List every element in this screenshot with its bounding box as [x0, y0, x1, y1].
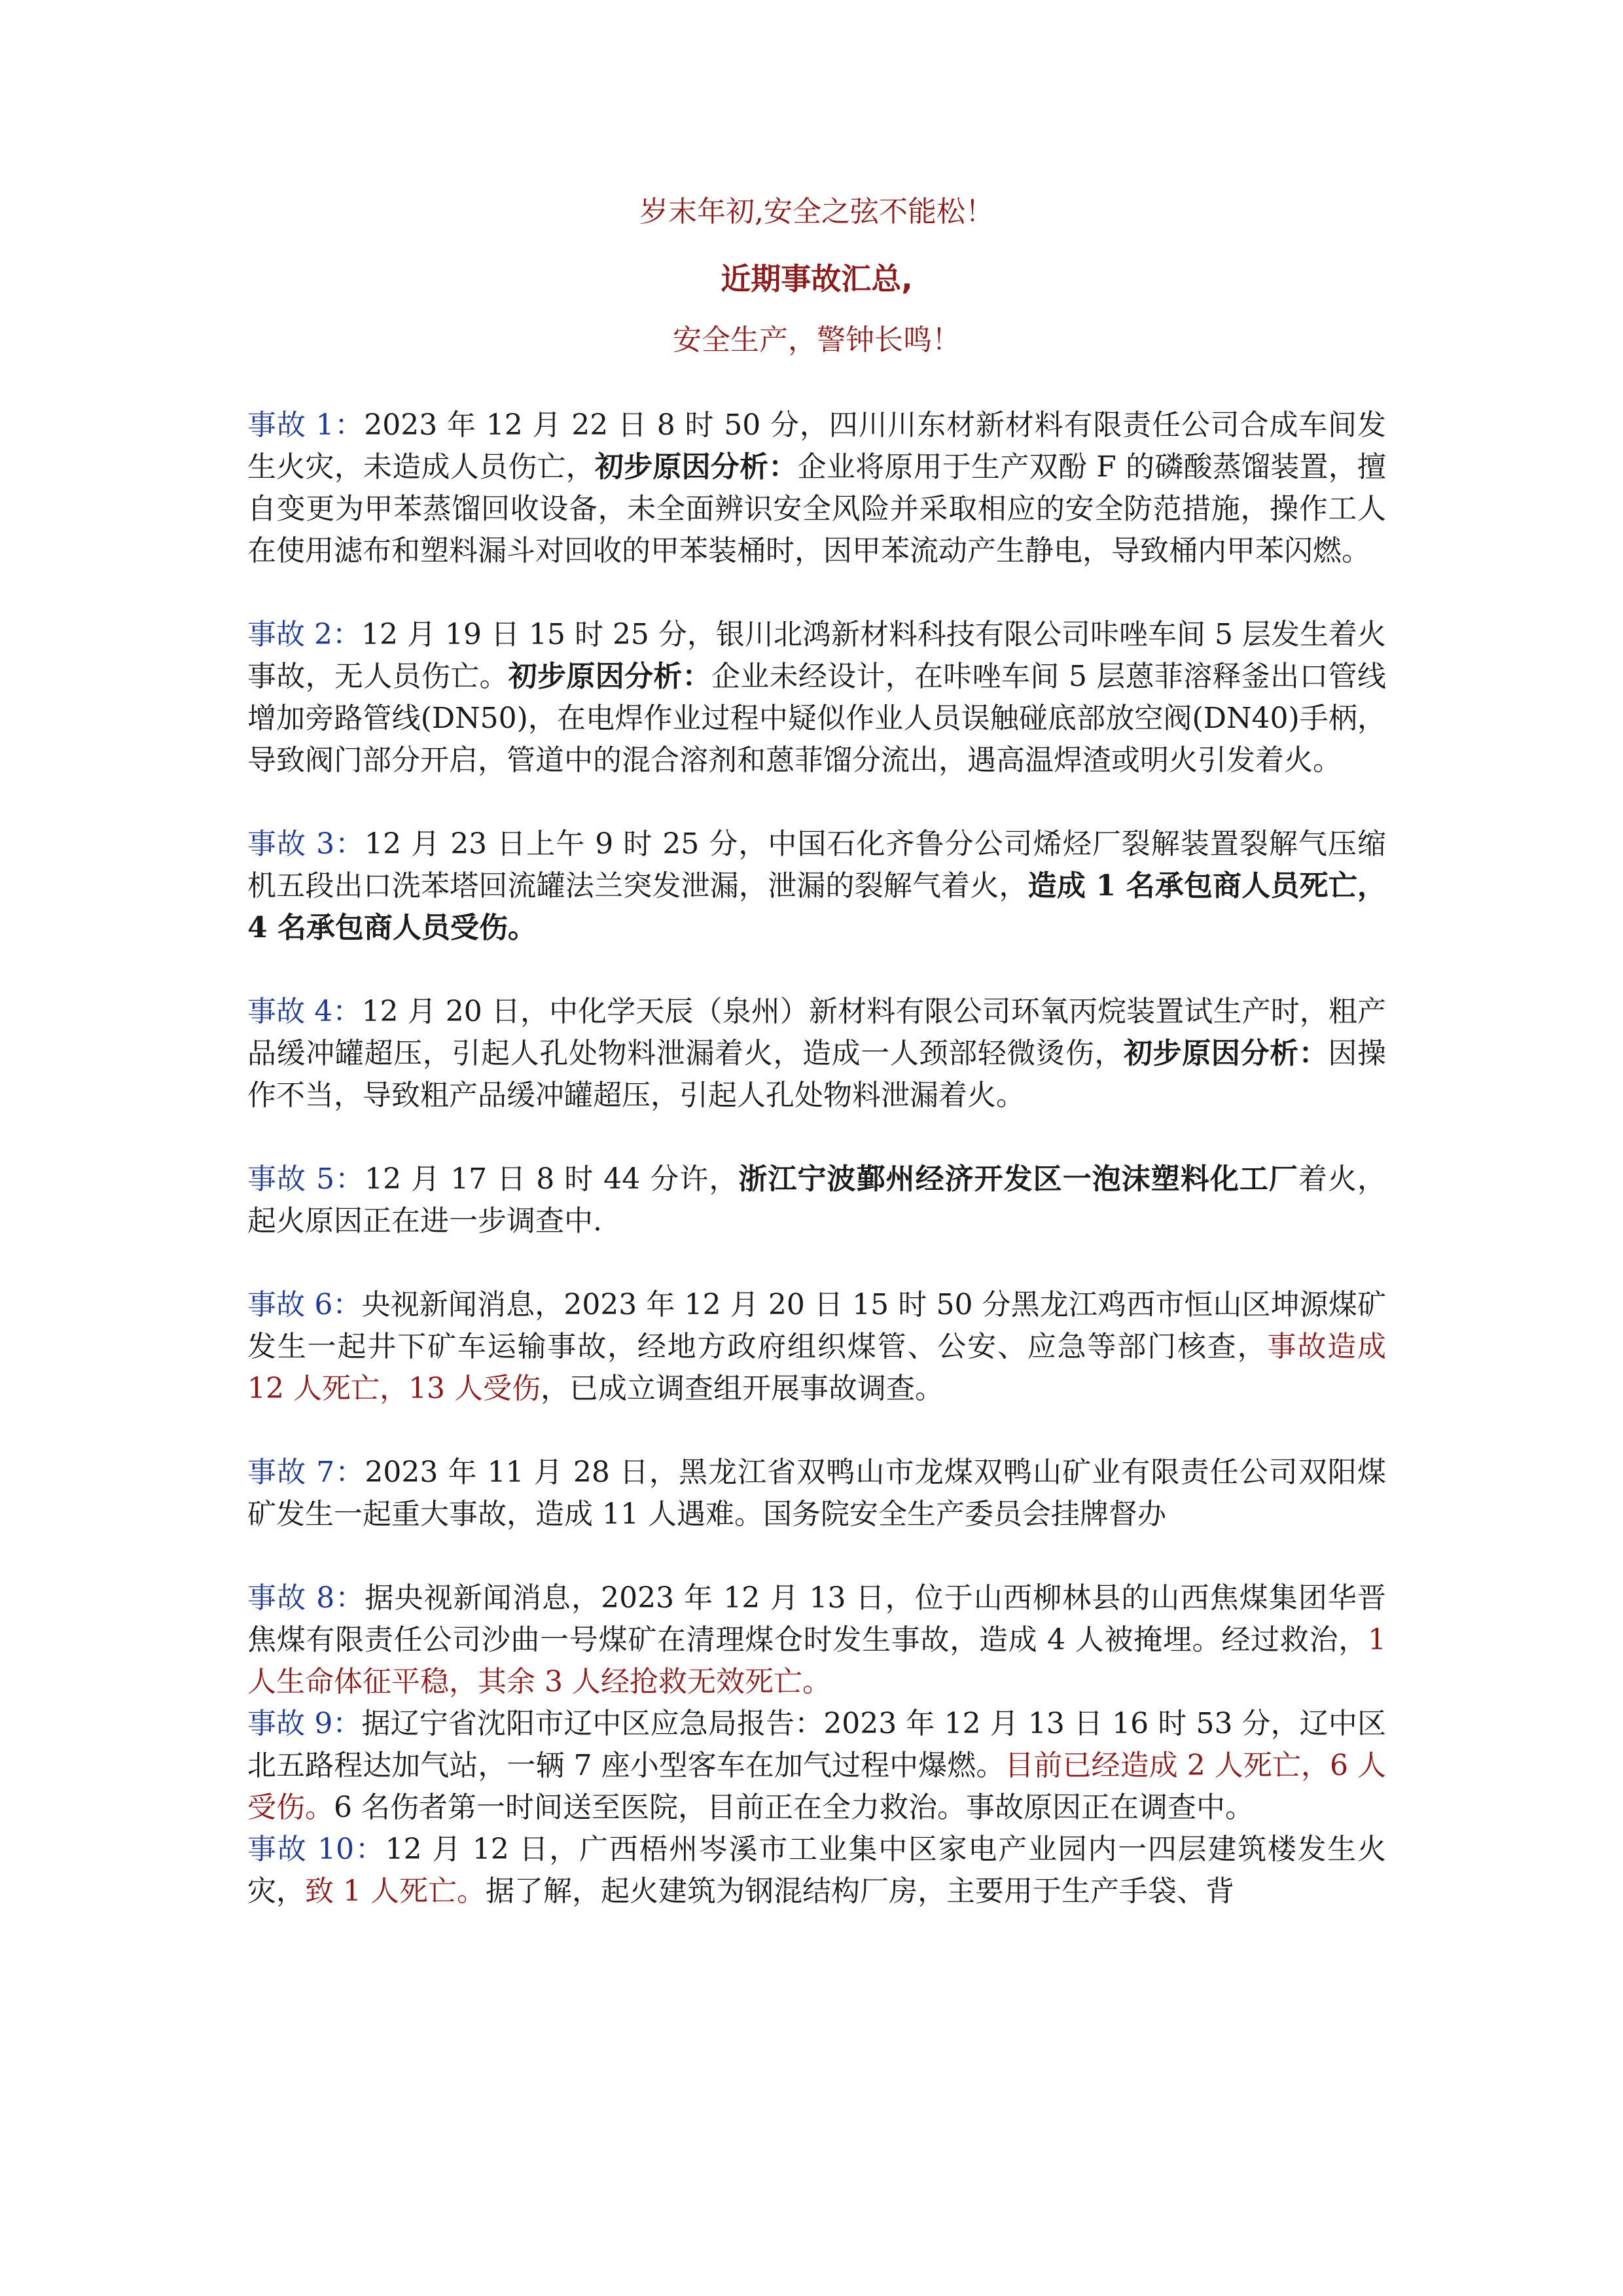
accident-8-label: 事故 8：	[247, 1581, 365, 1615]
heading-line-2: 近期事故汇总,	[721, 261, 913, 296]
accident-5-text-2: 着火，起火原因正在进一步调查中.	[247, 1162, 1387, 1238]
accident-10-label: 事故 10：	[247, 1833, 385, 1866]
heading-line-3: 安全生产，警钟长鸣！	[673, 323, 961, 357]
accident-9-text: 据辽宁省沈阳市辽中区应急局报告：2023 年 12 月 13 日 16 时 53 分，辽中区北五路程达加气站，一辆 7 座小型客车在加气过程中爆燃。	[247, 1707, 1387, 1782]
accident-9-text-2: 6 名伤者第一时间送至医院，目前正在全力救治。事故原因正在调查中。	[334, 1791, 1254, 1824]
accident-10-text: 12 月 12 日，广西梧州岑溪市工业集中区家电产业园内一四层建筑楼发生火灾，	[247, 1833, 1386, 1908]
accident-6-text: 央视新闻消息，2023 年 12 月 20 日 15 时 50 分黑龙江鸡西市恒山区坤源煤矿发生一起井下矿车运输事故，经地方政府组织煤管、公安、应急等部门核查，	[247, 1288, 1387, 1363]
accident-5-text: 12 月 17 日 8 时 44 分许，	[365, 1162, 739, 1196]
accident-5-label: 事故 5：	[247, 1162, 365, 1196]
heading-line-1: 岁末年初,安全之弦不能松！	[639, 195, 994, 228]
accident-6	[247, 1284, 1386, 1410]
accident-3-label: 事故 3：	[247, 827, 365, 861]
accident-2-text: 12 月 19 日 15 时 25 分，银川北鸿新材料科技有限公司咔唑车间 5 层发生着火事故，无人员伤亡。	[247, 618, 1387, 693]
accident-4	[247, 991, 1386, 1117]
accident-3-text: 12 月 23 日上午 9 时 25 分，中国石化齐鲁分公司烯烃厂裂解装置裂解气压缩机五段出口洗苯塔回流罐法兰突发泄漏，泄漏的裂解气着火，	[247, 827, 1386, 903]
accident-2-analysis: 企业未经设计，在咔唑车间 5 层蒽菲溶释釜出口管线增加旁路管线(DN50)，在电焊作业过程中疑似作业人员误触碰底部放空阀(DN40)手柄，导致阀门部分开启，管道中的混合溶剂和蒽菲馏分流出，遇高温焊渣或明火引发着火。	[247, 660, 1387, 777]
accident-3-emphasis: 造成 1 名承包商人员死亡，4 名承包商人员受伤。	[247, 869, 1386, 944]
accident-2-label: 事故 2：	[247, 618, 362, 651]
accident-10-text-2: 据了解，起火建筑为钢混结构厂房，主要用于生产手袋、背	[485, 1874, 1234, 1908]
accident-2-analysis-label: 初步原因分析：	[508, 660, 711, 693]
accident-4-text: 12 月 20 日，中化学天辰（泉州）新材料有限公司环氧丙烷装置试生产时，粗产品缓冲罐超压，引起人孔处物料泄漏着火，造成一人颈部轻微烫伤，	[247, 995, 1387, 1070]
accident-1-text: 2023 年 12 月 22 日 8 时 50 分，四川川东材新材料有限责任公司合成车间发生火灾，未造成人员伤亡，	[247, 408, 1386, 484]
accident-8-text: 据央视新闻消息，2023 年 12 月 13 日，位于山西柳林县的山西焦煤集团华晋焦煤有限责任公司沙曲一号煤矿在清理煤仓时发生事故，造成 4 人被掩埋。经过救治，	[247, 1581, 1386, 1657]
document-body	[247, 191, 1386, 1912]
accident-9	[247, 1703, 1386, 1829]
accident-8	[247, 1577, 1386, 1703]
accident-9-casualties: 目前已经造成 2 人死亡，6 人受伤。	[247, 1749, 1386, 1824]
accident-7-label: 事故 7：	[247, 1456, 365, 1489]
accident-10-casualties: 致 1 人死亡。	[305, 1874, 486, 1908]
accident-6-label: 事故 6：	[247, 1288, 362, 1321]
accident-1	[247, 404, 1386, 572]
accident-5	[247, 1158, 1386, 1242]
accident-6-casualties: 事故造成 12 人死亡，13 人受伤	[247, 1330, 1386, 1405]
accident-4-analysis-label: 初步原因分析：	[1123, 1037, 1329, 1070]
accident-7	[247, 1452, 1386, 1535]
accident-8-casualties: 1 人生命体征平稳，其余 3 人经抢救无效死亡。	[247, 1623, 1386, 1698]
accident-5-emphasis: 浙江宁波鄞州经济开发区一泡沫塑料化工厂	[738, 1162, 1298, 1196]
accident-1-label: 事故 1：	[247, 408, 365, 442]
accident-7-text: 2023 年 11 月 28 日，黑龙江省双鸭山市龙煤双鸭山矿业有限责任公司双阳煤矿发生一起重大事故，造成 11 人遇难。国务院安全生产委员会挂牌督办	[247, 1456, 1386, 1531]
accident-1-analysis: 企业将原用于生产双酚 F 的磷酸蒸馏装置，擅自变更为甲苯蒸馏回收设备，未全面辨识安全风险并采取相应的安全防范措施，操作工人在使用滤布和塑料漏斗对回收的甲苯装桶时，因甲苯流动产生静电，导致桶内甲苯闪燃。	[247, 450, 1386, 567]
accident-10	[247, 1829, 1386, 1912]
accident-3	[247, 823, 1386, 949]
accident-9-label: 事故 9：	[247, 1707, 362, 1740]
accident-4-analysis: 因操作不当，导致粗产品缓冲罐超压，引起人孔处物料泄漏着火。	[247, 1037, 1387, 1112]
accident-1-analysis-label: 初步原因分析：	[594, 450, 798, 484]
accident-2	[247, 614, 1386, 781]
accident-6-text-2: ，已成立调查组开展事故调查。	[540, 1372, 944, 1405]
accident-4-label: 事故 4：	[247, 995, 362, 1028]
